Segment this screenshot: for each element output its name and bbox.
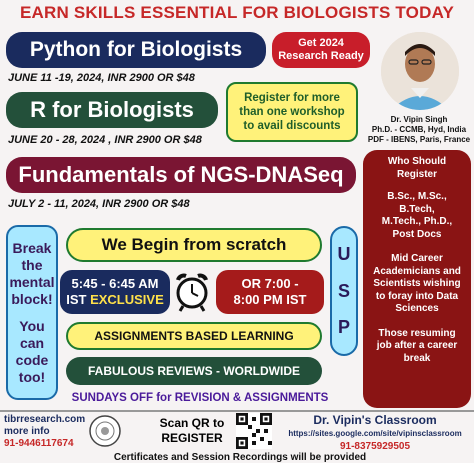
course-python-details: JUNE 11 -19, 2024, INR 2900 OR $48 [8, 72, 195, 84]
discount-line3: to avail discounts [243, 120, 341, 132]
poster-header: EARN SKILLS ESSENTIAL FOR BIOLOGISTS TODAY [19, 3, 455, 22]
footer-divider [0, 410, 474, 412]
who-p2-l1: Mid Career [391, 253, 443, 264]
usp-u: U [337, 243, 351, 264]
mental-l6: can [19, 334, 45, 351]
who-p2-l5: Sciences [395, 303, 439, 314]
who-p3-l1: Those resuming [378, 327, 456, 339]
slot1-time: 5:45 - 6:45 AM [71, 276, 159, 291]
mental-l3: mental [9, 273, 55, 290]
who-p2-l4: to foray into Data [375, 290, 459, 302]
who-p1-l1: B.Sc., M.Sc., [387, 191, 447, 202]
who-p1-l2: B.Tech, [399, 203, 435, 215]
mental-l8: too! [18, 368, 46, 385]
who-should-register-panel [363, 150, 471, 408]
who-p1-l3: M.Tech., Ph.D., [381, 216, 453, 227]
evening-slot [216, 270, 324, 314]
course-ngs-details: JULY 2 - 11, 2024, INR 2900 OR $48 [8, 198, 190, 210]
course-r-details: JUNE 20 - 28, 2024 , INR 2900 OR $48 [8, 134, 202, 146]
footer-url[interactable]: https://sites.google.com/site/vipinsclassroom [288, 429, 462, 438]
footer-phone2: 91-8375929505 [339, 441, 411, 452]
scan-qr-text [152, 416, 232, 446]
instructor-name: Dr. Vipin Singh [390, 115, 448, 124]
usp-p: P [337, 317, 350, 338]
mental-l4: block! [11, 290, 53, 307]
scan-line1: Scan QR to [159, 416, 225, 430]
mental-l7: code [15, 351, 49, 368]
scan-line2: REGISTER [161, 431, 223, 445]
badge-line1: Get 2024 [298, 37, 344, 49]
who-p2-l3: Scientists wishing [373, 278, 461, 289]
slot1-exclusive: EXCLUSIVE [90, 292, 164, 307]
mental-l1: Break [12, 239, 52, 256]
instructor-cred2: PDF - IBENS, Paris, France [367, 135, 471, 144]
discount-line1: Register for more [244, 92, 340, 104]
course-python-title: Python for Biologists [6, 32, 266, 68]
footer-site[interactable]: tibrresearch.com [4, 414, 86, 425]
course-ngs-title: Fundamentals of NGS-DNASeq [6, 157, 356, 193]
who-p2-l2: Academicians and [373, 265, 461, 277]
morning-slot [60, 270, 170, 314]
mental-l5: You [19, 317, 45, 334]
badge-line2: Research Ready [278, 50, 364, 62]
assignments-banner: ASSIGNMENTS BASED LEARNING [66, 322, 322, 350]
footer-more-info: more info [4, 426, 50, 437]
who-p3-l3: break [403, 352, 431, 364]
slot2-line2: 8:00 PM IST [233, 292, 307, 307]
footer-contact-right [276, 414, 474, 453]
footer-contact-left [4, 414, 94, 450]
begin-banner: We Begin from scratch [66, 228, 322, 262]
instructor-cred1: Ph.D. - CCMB, Hyd, India [371, 125, 467, 134]
register-qr-code[interactable] [236, 413, 272, 449]
who-p1-l4: Post Docs [392, 228, 442, 240]
slot1-ist: IST [66, 292, 91, 307]
who-title2: Register [396, 168, 437, 180]
who-title1: Who Should [387, 156, 447, 167]
alarm-clock-icon [173, 271, 211, 313]
footer-phone1: 91-9446117674 [4, 438, 74, 449]
usp-bar [330, 226, 358, 356]
footer-classroom: Dr. Vipin's Classroom [313, 413, 437, 427]
institution-seal-icon [88, 414, 122, 448]
who-p3-l2: job after a career [376, 340, 458, 351]
instructor-info [364, 115, 474, 145]
usp-s: S [337, 280, 350, 301]
certificates-note: Certificates and Session Recordings will be provided [113, 452, 367, 463]
slot2-line1: OR 7:00 - [241, 276, 299, 291]
discount-box [226, 82, 358, 142]
mental-l2: the [21, 256, 43, 273]
discount-line2: than one workshop [239, 106, 345, 118]
course-r-title: R for Biologists [6, 92, 218, 128]
sundays-note: SUNDAYS OFF for REVISION & ASSIGNMENTS [71, 392, 329, 404]
research-ready-badge [272, 32, 370, 68]
mental-block-panel [6, 225, 58, 400]
instructor-portrait-icon [381, 32, 459, 110]
instructor-photo [381, 32, 459, 110]
reviews-banner: FABULOUS REVIEWS - WORLDWIDE [66, 357, 322, 385]
